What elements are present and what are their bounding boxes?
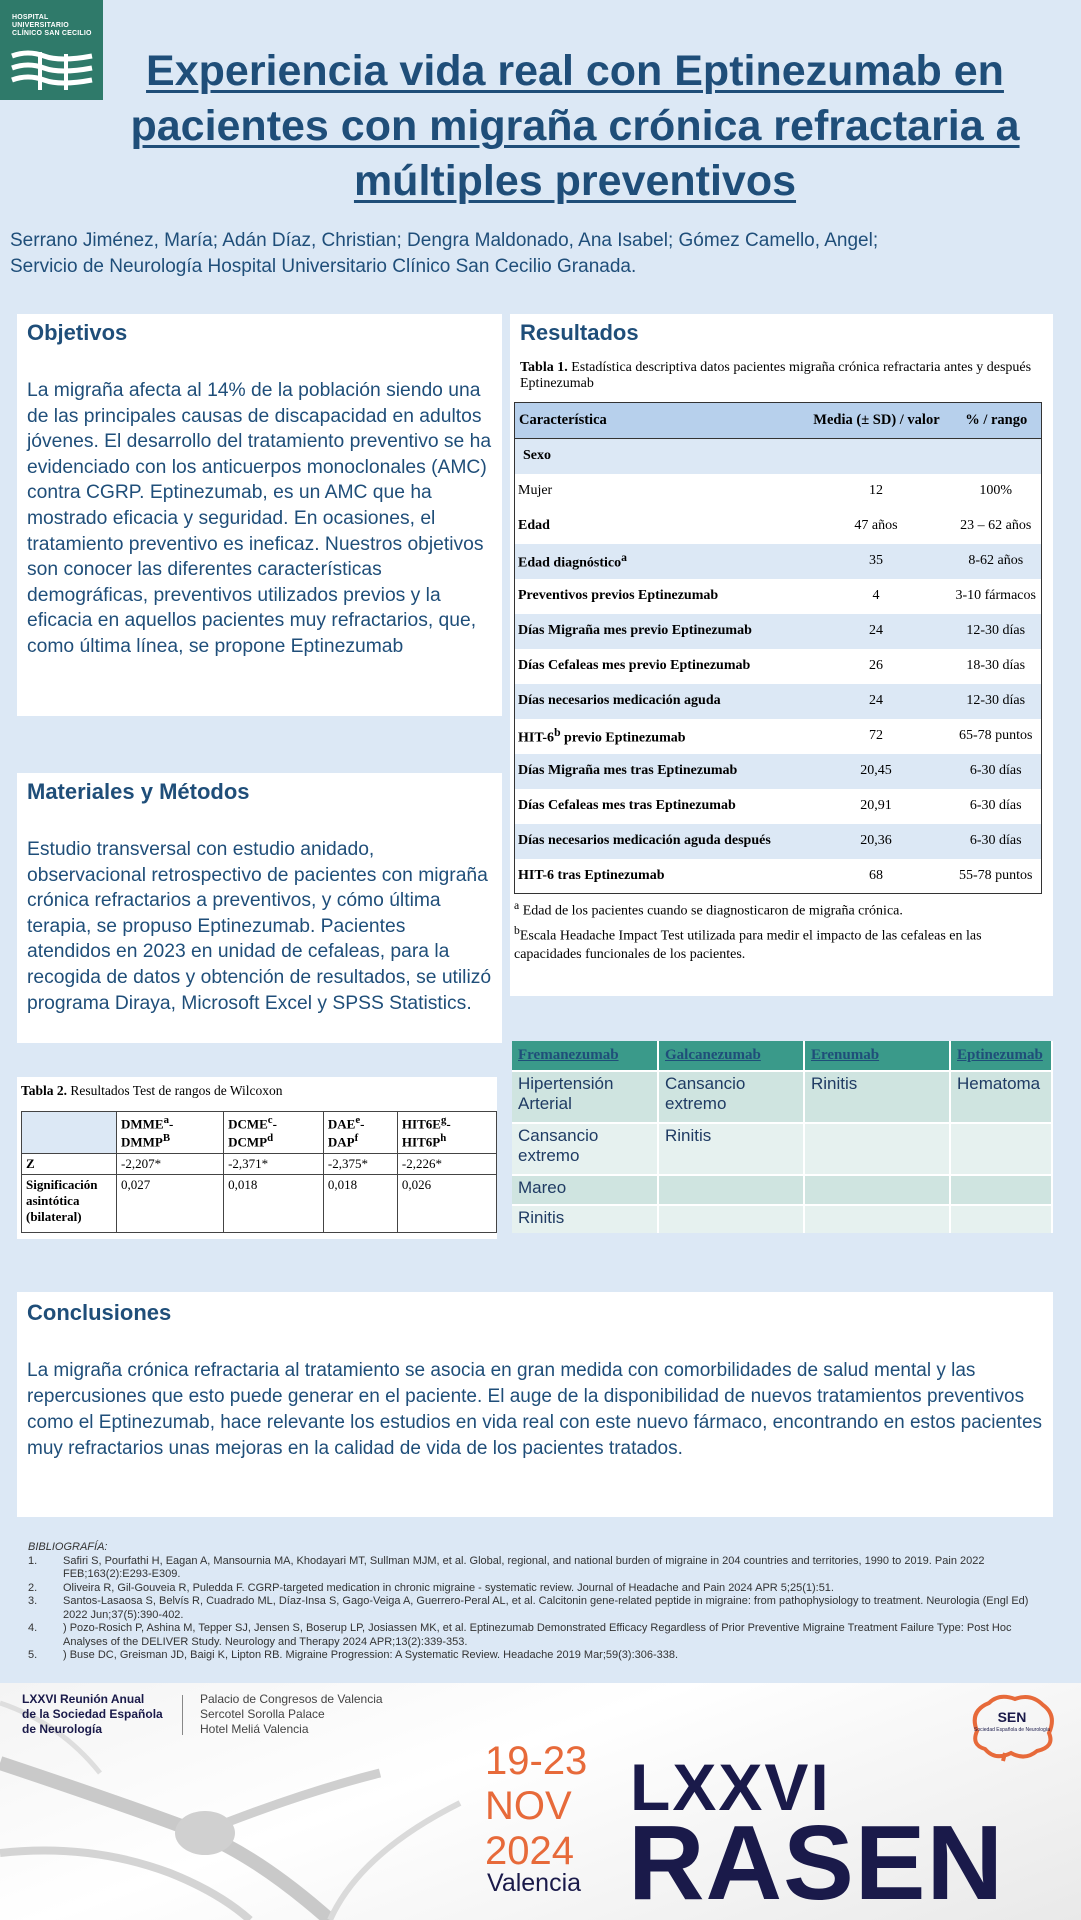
hospital-logo [0,0,103,100]
table3-header: Galcanezumab [658,1041,804,1071]
table1-note-b: $^b$Escala Headache Impact Test utilizada para medir el impacto de las cefaleas en las capacidades funcionales de los pacientes. [514,923,982,963]
table-row: HIT-6$^b$ previo Eptinezumab 72 65-78 puntos [518,725,1033,746]
objetivos-heading: Objetivos [27,320,128,345]
table-row: Cansancio extremo Rinitis [512,1123,1052,1175]
materiales-text: Estudio transversal con estudio anidado, observacional retrospectivo de pacientes con migraña crónica refractarios a preventivos, y cómo última terapia, se propuso Eptinezumab. Pacientes atendidos en 2023 en unidad de cefaleas, para la recogida de datos y obtención de resultados, se utilizó programa Diraya, Microsoft Excel y SPSS Statistics. [27,839,492,1014]
list-item: 1. Safiri S, Pourfathi H, Eagan A, Mansournia MA, Khodayari MT, Sullman MJM, et al. Global, regional, and national burden of migraine in 204 countries and territories, 1990 to 2019. Pain 2022 FEB;163(2):E293-E309. [28,1554,985,1580]
list-item: 3. Santos-Lasaosa S, Belvís R, Cuadrado ML, Díaz-Insa S, Gago-Veiga A, Guerrero-Peral AL, et al. Calcitonin gene-related peptide in migraine: from pathophysiology to treatment. Neurologia (Engl Ed) 2022 Jun;37(5):390-402. [28,1595,1029,1621]
conclusiones-panel [17,1292,1053,1517]
table2-caption: Tabla 2. Resultados Test de rangos de Wilcoxon [21,1083,283,1098]
table1-header: Característica [515,403,802,439]
congress-footer [0,1683,1081,1920]
table-row: Días Cefaleas mes previo Eptinezumab 26 18-30 días [518,658,1026,673]
objetivos-text: La migraña afecta al 14% de la población siendo una de las principales causas de discapacidad en adultos jóvenes. El desarrollo del tratamiento preventivo se ha evidenciado con los anticuerpos monoclonales (AMC) contra CGRP. Eptinezumab, es un AMC que ha mostrado eficacia y seguridad. En ocasiones, el tratamiento preventivo es ineficaz. Nuestros objetivos son conocer las diferentes características demográficas, preventivos utilizados previos y la eficacia en aquellos pacientes muy refractarios, que, como última línea, se propone Eptinezumab [27,380,492,657]
table1 [514,402,1042,894]
sen-logo: SEN Sociedad Española de Neurología [965,1691,1059,1763]
table2-header: $DMME^a-DMMP^B$ [117,1112,224,1154]
table2 [21,1111,497,1233]
materiales-heading: Materiales y Métodos [27,779,250,804]
bibliography [28,1541,1048,1663]
table1-notes [514,896,1043,964]
conclusiones-heading: Conclusiones [27,1300,172,1325]
poster-title: Experiencia vida real con Eptinezumab en pacientes con migraña crónica refractaria a múltiples preventivos [130,47,1020,205]
table1-note-a: $^a$ Edad de los pacientes cuando se diagnosticaron de migraña crónica. [514,899,903,919]
meeting-acronym: RASEN [628,1804,1005,1920]
table-row: Rinitis [512,1205,1052,1233]
resultados-heading: Resultados [520,320,639,345]
table2-row-z: Z -2,207* -2,371* -2,375* -2,226* [22,1153,497,1174]
table1-header: % / rango [947,403,1041,439]
meeting-name: LXXVI Reunión Anual de la Sociedad Española de Neurología [22,1692,163,1736]
table2-row-sig: Significación asintótica (bilateral) 0,027 0,018 0,018 0,026 [22,1174,497,1232]
table1-caption: Tabla 1. Estadística descriptiva datos pacientes migraña crónica refractaria antes y después Eptinezumab [520,360,1032,391]
table-row: Preventivos previos Eptinezumab 4 3-10 fármacos [518,588,1036,603]
list-item: 5. ) Buse DC, Greisman JD, Baigi K, Lipton RB. Migraine Progression: A Systematic Review. Headache 2019 Mar;59(3):306-338. [28,1649,679,1661]
table-row: Días necesarios medicación aguda 24 12-30 días [515,684,1042,719]
table3-header: Fremanezumab [512,1041,658,1071]
table-row: Días Cefaleas mes tras Eptinezumab 20,91 6-30 días [518,798,1022,813]
table1-header: Media (± SD) / valor [801,403,947,439]
table3-header: Erenumab [804,1041,950,1071]
table3-header: Eptinezumab [950,1041,1052,1071]
table2-header: DCME$^c$-DCMP$^d$ [224,1112,324,1154]
table-row: Edad diagnóstico$^a$ 35 8-62 años [515,544,1042,579]
adverse-effects-table [512,1041,1053,1233]
meeting-dates: 19-23 NOV 2024 [485,1739,588,1873]
authors: Serrano Jiménez, María; Adán Díaz, Christian; Dengra Maldonado, Ana Isabel; Gómez Camello, Angel; Servicio de Neurología Hospital Universitario Clínico San Cecilio Granada. [10,230,879,277]
table2-corner [22,1112,117,1154]
resultados-panel [510,314,1053,996]
table-row: Mareo [512,1175,1052,1205]
bibliography-heading: BIBLIOGRAFÍA: [28,1541,108,1553]
hospital-logo-text: HOSPITAL UNIVERSITARIO CLÍNICO SAN CECILIO [12,14,92,37]
hospital-emblem-icon [8,50,96,94]
objetivos-panel [17,314,502,716]
table2-header: DAE$^e$-DAP$^f$ [323,1112,397,1154]
footer-divider [182,1695,183,1735]
list-item: 2. Oliveira R, Gil-Gouveia R, Puledda F. CGRP-targeted medication in chronic migraine - systematic review. Journal of Headache and Pain 2024 APR 5;25(1):51. [28,1581,834,1594]
bibliography-list [28,1555,1048,1663]
table-row: Edad 47 años 23 – 62 años [518,518,1032,533]
conclusiones-text: La migraña crónica refractaria al tratamiento se asocia en gran medida con comorbilidades de salud mental y las repercusiones que esto puede generar en el paciente. El auge de la disponibilidad de nuevos tratamientos preventivos como el Eptinezumab, hace relevante los estudios en vida real con este nuevo fármaco, encontrando en estos pacientes muy refractarios unas mejoras en la calidad de vida de los pacientes tratados. [27,1360,1043,1459]
table2-header: $HIT6E^g-HIT6P^h$ [397,1112,496,1154]
table-row: Días necesarios medicación aguda después 20,36 6-30 días [515,824,1042,859]
table-row: Hipertensión Arterial Cansancio extremo Rinitis Hematoma [512,1071,1052,1123]
materiales-panel [17,773,502,1043]
table-row: Días Migraña mes previo Eptinezumab 24 12-30 días [515,614,1042,649]
meeting-city: Valencia [487,1869,582,1897]
table2-panel [17,1077,497,1239]
meeting-venues: Palacio de Congresos de Valencia Sercotel Sorolla Palace Hotel Meliá Valencia [200,1692,383,1736]
table-row: Días Migraña mes tras Eptinezumab 20,45 6-30 días [515,754,1042,789]
table-row: Mujer 12 100% [518,483,1013,498]
table1-section: Sexo [515,439,1042,474]
meeting-number: LXXVI [630,1750,831,1824]
table-row: HIT-6 tras Eptinezumab 68 55-78 puntos [518,867,1033,883]
list-item: 4. ) Pozo-Rosich P, Ashina M, Tepper SJ, Jensen S, Boserup LP, Josiassen MK, et al. Eptinezumab Demonstrated Efficacy Regardless of Prior Preventive Migraine Treatment Failure Type: Post Hoc Analyses of the DELIVER Study. Neurology and Therapy 2024 APR;13(2):339-353. [28,1622,1012,1648]
